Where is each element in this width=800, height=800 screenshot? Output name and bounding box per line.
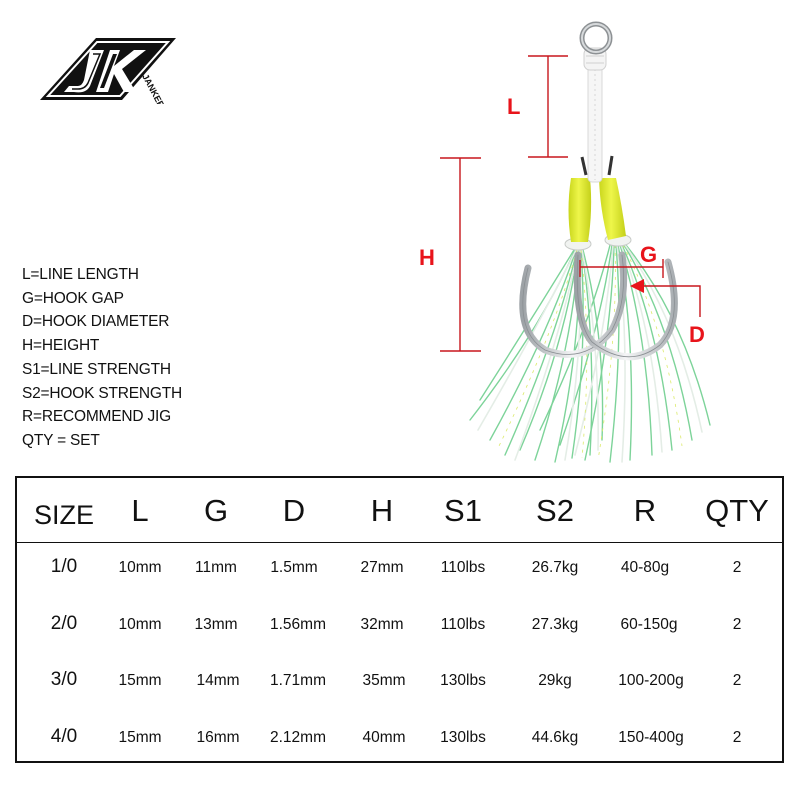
- dimension-label-g: G: [640, 242, 658, 267]
- dimension-l-marker: [528, 56, 568, 157]
- cell-s2: 26.7kg: [531, 559, 579, 576]
- cell-s2: 44.6kg: [531, 729, 579, 746]
- legend-item: S2=HOOK STRENGTH: [22, 384, 183, 402]
- cell-l: 15mm: [118, 729, 162, 746]
- cell-size: 4/0: [50, 726, 78, 747]
- cell-s1: 130lbs: [440, 672, 486, 689]
- table-row: [17, 728, 782, 758]
- cell-r: 40-80g: [620, 559, 670, 576]
- cell-qty: 2: [732, 729, 742, 746]
- table-row: [17, 558, 782, 588]
- cell-qty: 2: [732, 559, 742, 576]
- cell-size: 1/0: [50, 556, 78, 577]
- cell-s1: 110lbs: [440, 616, 486, 633]
- cell-s1: 130lbs: [440, 729, 486, 746]
- legend-item: QTY = SET: [22, 431, 100, 449]
- cell-s2: 27.3kg: [531, 616, 579, 633]
- legend-item: D=HOOK DIAMETER: [22, 313, 170, 331]
- cell-l: 10mm: [118, 616, 162, 633]
- dimension-label-h: H: [419, 245, 435, 270]
- cell-d: 2.12mm: [270, 729, 326, 746]
- svg-text:JANKER: JANKER: [140, 72, 167, 104]
- cell-size: 2/0: [50, 613, 78, 634]
- dimension-d-marker: [630, 279, 700, 317]
- cell-r: 60-150g: [620, 616, 678, 633]
- header-d: D: [282, 493, 306, 528]
- cell-g: 14mm: [196, 672, 240, 689]
- cell-r: 100-200g: [618, 672, 684, 689]
- cell-g: 11mm: [195, 559, 237, 576]
- header-qty: QTY: [705, 493, 769, 528]
- cell-h: 32mm: [360, 616, 404, 633]
- header-h: H: [370, 493, 394, 528]
- cell-d: 1.56mm: [270, 616, 326, 633]
- cell-s1: 110lbs: [440, 559, 486, 576]
- legend-item: R=RECOMMEND JIG: [22, 408, 171, 426]
- legend-item: H=HEIGHT: [22, 337, 100, 355]
- cell-g: 13mm: [194, 616, 238, 633]
- cell-h: 27mm: [360, 559, 404, 576]
- cell-s2: 29kg: [538, 672, 572, 689]
- dimension-label-d: D: [689, 322, 705, 347]
- header-r: R: [633, 493, 657, 528]
- cell-size: 3/0: [50, 669, 78, 690]
- cell-h: 40mm: [362, 729, 406, 746]
- cell-qty: 2: [732, 672, 742, 689]
- cell-d: 1.71mm: [270, 672, 326, 689]
- tube-left: [569, 178, 592, 242]
- cell-l: 10mm: [118, 559, 162, 576]
- size-spec-table: [15, 476, 784, 763]
- legend-item: S1=LINE STRENGTH: [22, 360, 171, 378]
- table-row: [17, 615, 782, 645]
- legend-item: G=HOOK GAP: [22, 289, 124, 307]
- table-header-row: [17, 478, 782, 543]
- legend-item: L=LINE LENGTH: [22, 266, 139, 283]
- header-s2: S2: [536, 493, 574, 528]
- header-s1: S1: [444, 493, 482, 528]
- dimension-label-l: L: [507, 94, 521, 119]
- dimension-h-marker: [440, 158, 481, 351]
- table-row: [17, 671, 782, 701]
- header-l: L: [131, 493, 149, 528]
- header-size: SIZE: [33, 500, 95, 530]
- cell-g: 16mm: [196, 729, 240, 746]
- tube-right: [599, 178, 626, 240]
- header-g: G: [203, 493, 229, 528]
- cell-l: 15mm: [118, 672, 162, 689]
- cell-qty: 2: [732, 616, 742, 633]
- cell-h: 35mm: [362, 672, 406, 689]
- cell-r: 150-400g: [618, 729, 684, 746]
- cell-d: 1.5mm: [270, 559, 318, 576]
